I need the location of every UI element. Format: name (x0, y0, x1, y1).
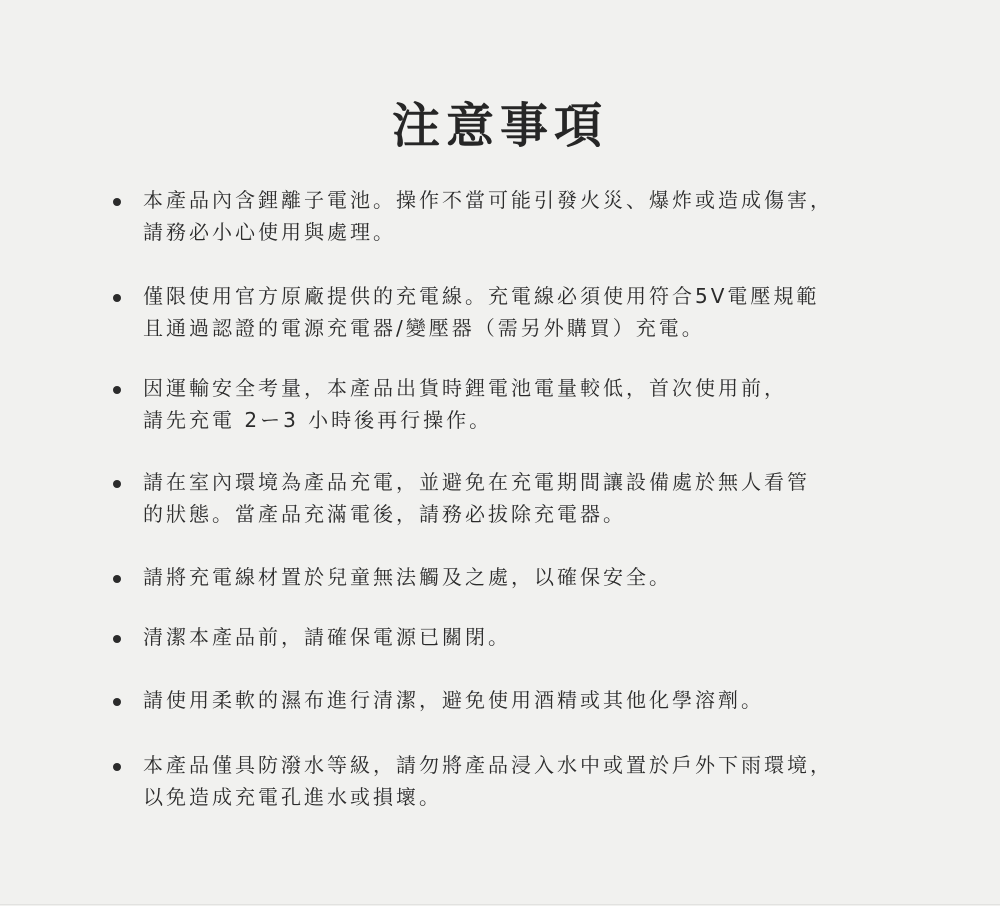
list-item-text-line2: 的狀態。當產品充滿電後，請務必拔除充電器。 (143, 502, 626, 526)
list-item-text-line2: 請先充電 2ー3 小時後再行操作。 (143, 408, 493, 432)
bullet-icon (113, 386, 121, 394)
list-item-text-line1: 本產品僅具防潑水等級，請勿將產品浸入水中或置於戶外下雨環境， (143, 753, 833, 777)
bullet-icon (113, 294, 121, 302)
list-item-text-line1: 請使用柔軟的濕布進行清潔，避免使用酒精或其他化學溶劑。 (143, 688, 764, 712)
bullet-icon (113, 575, 121, 583)
list-item-text-line1: 請將充電線材置於兒童無法觸及之處，以確保安全。 (143, 565, 672, 589)
bullet-icon (113, 635, 121, 643)
bullet-icon (113, 763, 121, 771)
bullet-icon (113, 698, 121, 706)
list-item-text-line1: 僅限使用官方原廠提供的充電線。充電線必須使用符合5V電壓規範 (143, 284, 820, 308)
page-title: 注意事項 (391, 98, 608, 155)
list-item-text-line1: 本產品內含鋰離子電池。操作不當可能引發火災、爆炸或造成傷害， (143, 188, 833, 212)
list-item-text-line2: 且通過認證的電源充電器/變壓器（需另外購買）充電。 (143, 316, 705, 340)
list-item-text-line1: 清潔本產品前，請確保電源已關閉。 (143, 625, 511, 649)
bullet-icon (113, 198, 121, 206)
list-item-text-line1: 因運輸安全考量，本產品出貨時鋰電池電量較低，首次使用前， (143, 376, 787, 400)
list-item-text-line2: 請務必小心使用與處理。 (143, 220, 396, 244)
bullet-icon (113, 480, 121, 488)
list-item-text-line2: 以免造成充電孔進水或損壞。 (143, 785, 442, 809)
bottom-divider (0, 904, 1000, 905)
list-item-text-line1: 請在室內環境為產品充電，並避免在充電期間讓設備處於無人看管 (143, 470, 810, 494)
